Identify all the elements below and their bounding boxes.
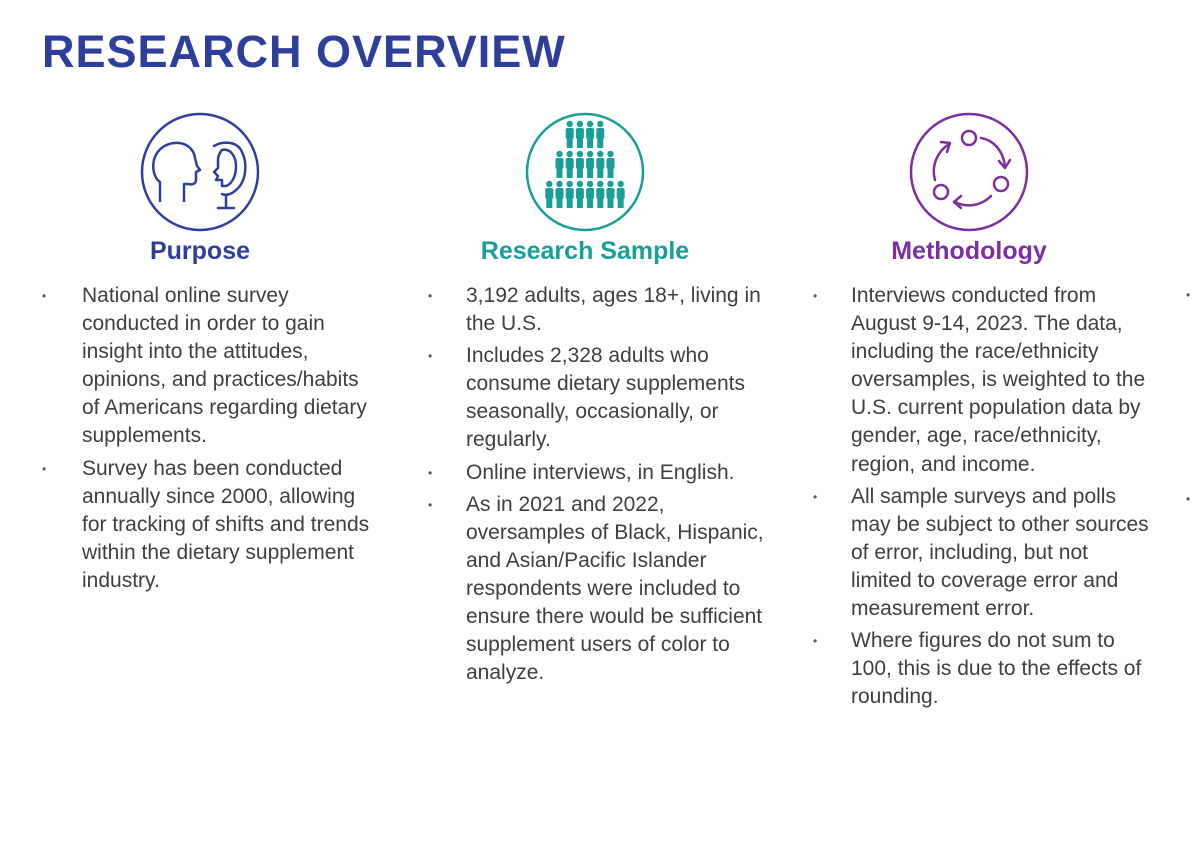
list-item: • Interviews conducted from August 9-14, 2023. The data, including the race/ethnicity oversamples, is weighted to the U.S. current population data by gender, age, race/ethnicity, region, and income. [813, 284, 1146, 476]
list-item: • All sample surveys and polls may be subject to other sources of error, including, but not limited to coverage error and measurement error. [813, 484, 1149, 621]
list-item: • As in 2021 and 2022, oversamples of Black, Hispanic, and Asian/Pacific Islander respondents were included to ensure there would be sufficient supplement users of color to analyze. [428, 492, 764, 685]
two-faces-icon [138, 110, 262, 234]
research-sample-heading: Research Sample [480, 237, 690, 265]
research-sample-bullets [428, 282, 766, 691]
people-pyramid-icon [523, 110, 647, 234]
methodology-heading: Methodology [891, 237, 1047, 265]
bullet-dot: • [1186, 492, 1191, 506]
bullet-dot: • [42, 289, 47, 303]
methodology-bullets [813, 282, 1151, 715]
bullet-dot: • [428, 497, 433, 512]
purpose-heading: Purpose [149, 237, 251, 265]
list-item: • Online interviews, in English. [466, 459, 766, 487]
list-item: • 3,192 adults, ages 18+, living in the U.S. [428, 284, 761, 336]
purpose-bullets [42, 282, 382, 599]
list-item: • Where figures do not sum to 100, this is due to the effects of rounding. [813, 629, 1142, 709]
bullet-dot: • [1186, 288, 1191, 302]
bullet-dot: • [428, 289, 433, 303]
list-item: • Includes 2,328 adults who consume dietary supplements seasonally, occasionally, or regularly. [428, 344, 745, 452]
bullet-dot: • [42, 461, 47, 476]
bullet-dot: • [813, 489, 818, 504]
bullet-dot: • [428, 349, 433, 364]
list-item: • National online survey conducted in order to gain insight into the attitudes, opinions, and practices/habits of Americans regarding dietary supplements. [42, 284, 367, 448]
page-title: RESEARCH OVERVIEW [42, 26, 566, 77]
list-item: • Survey has been conducted annually since 2000, allowing for tracking of shifts and trends within the dietary supplement industry. [42, 456, 370, 592]
bullet-dot: • [813, 289, 818, 303]
bullet-dot: • [813, 634, 818, 649]
bullet-dot: • [428, 465, 433, 480]
cycle-arrows-icon [907, 110, 1031, 234]
